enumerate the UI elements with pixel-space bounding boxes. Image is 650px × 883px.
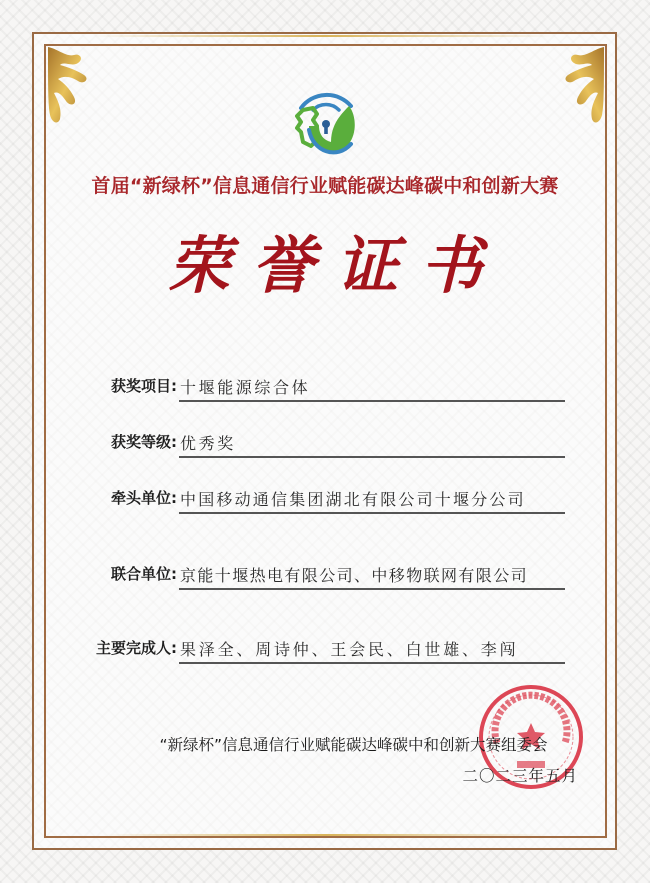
field-label: 获奖等级: bbox=[111, 433, 177, 451]
field-award-project bbox=[60, 372, 565, 402]
underline bbox=[179, 512, 565, 514]
issue-date: 二〇二三年五月 bbox=[462, 767, 578, 785]
underline bbox=[179, 662, 565, 664]
certificate-title: 荣誉证书 bbox=[167, 229, 504, 302]
underline bbox=[179, 588, 565, 590]
field-label: 获奖项目: bbox=[111, 377, 177, 395]
field-award-level bbox=[60, 428, 565, 458]
issuer-organization: “新绿杯”信息通信行业赋能碳达峰碳中和创新大赛组委会 bbox=[159, 736, 548, 754]
field-lead-unit bbox=[60, 484, 565, 514]
field-joint-unit bbox=[60, 560, 565, 590]
field-value: 优秀奖 bbox=[180, 434, 236, 453]
field-value: 京能十堰热电有限公司、中移物联网有限公司 bbox=[180, 566, 529, 585]
field-value: 果泽全、周诗仲、王会民、白世雄、李闯 bbox=[180, 640, 519, 659]
competition-subtitle: 首届“新绿杯”信息通信行业赋能碳达峰碳中和创新大赛 bbox=[91, 175, 559, 197]
field-label: 主要完成人: bbox=[96, 639, 177, 657]
underline bbox=[179, 456, 565, 458]
green-cup-logo-icon bbox=[287, 86, 365, 164]
underline bbox=[179, 400, 565, 402]
gold-corner-ornament-icon bbox=[44, 45, 96, 127]
field-label: 联合单位: bbox=[111, 565, 177, 583]
field-main-contributors bbox=[60, 634, 565, 664]
field-value: 十堰能源综合体 bbox=[180, 378, 311, 397]
field-label: 牵头单位: bbox=[111, 489, 177, 507]
field-value: 中国移动通信集团湖北有限公司十堰分公司 bbox=[180, 490, 526, 509]
gold-corner-ornament-icon bbox=[556, 45, 608, 127]
